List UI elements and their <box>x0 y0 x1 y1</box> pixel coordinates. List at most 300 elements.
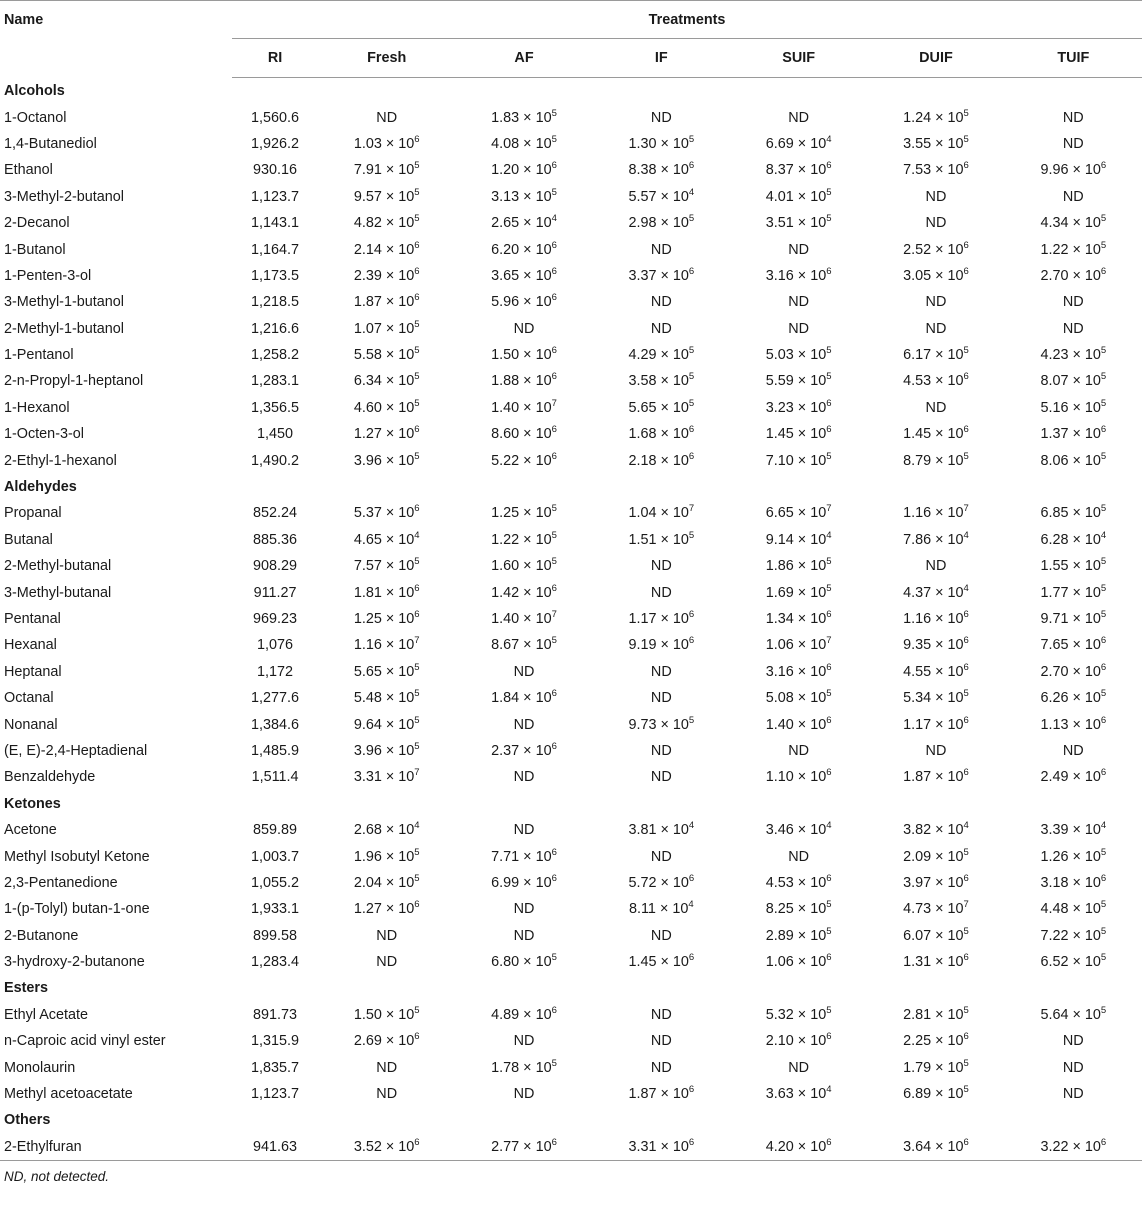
value-cell: $3.64 \times 10^6$ <box>867 1134 1004 1161</box>
value-cell: $1.30 \times 10^5$ <box>628 133 695 152</box>
value-cell: $5.72 \times 10^6$ <box>628 872 695 891</box>
value-cell: $1.06 \times 10^7$ <box>765 635 832 654</box>
value-cell: $6.85 \times 10^5$ <box>1040 503 1107 522</box>
value-cell: $3.16 \times 10^6$ <box>765 265 832 284</box>
value-cell: ND <box>788 848 810 865</box>
value-cell: $2.25 \times 10^6$ <box>903 1031 969 1050</box>
compound-name: 2-Ethylfuran <box>0 1134 232 1161</box>
value-cell: $1.51 \times 10^5$ <box>628 529 695 548</box>
value-cell: $6.17 \times 10^5$ <box>903 345 969 364</box>
table-body <box>0 78 1142 1161</box>
value-cell: $6.99 \times 10^6$ <box>491 872 557 891</box>
compound-name: 1,4-Butanediol <box>4 135 97 152</box>
value-cell: $2.52 \times 10^6$ <box>903 239 969 258</box>
value-cell: $6.89 \times 10^5$ <box>903 1084 969 1103</box>
ri-cell: 930.16 <box>253 162 298 179</box>
value-cell: $8.07 \times 10^5$ <box>1040 371 1107 390</box>
value-cell: ND <box>650 1059 672 1076</box>
value-cell: $1.84 \times 10^6$ <box>491 688 557 707</box>
value-cell: $8.67 \times 10^5$ <box>491 635 557 654</box>
value-cell: $1.20 \times 10^6$ <box>491 160 557 179</box>
table-row <box>0 764 1142 790</box>
value-cell: $1.31 \times 10^6$ <box>903 952 969 971</box>
value-cell: ND <box>788 241 810 258</box>
value-cell: $1.22 \times 10^5$ <box>491 529 557 548</box>
ri-cell: 899.58 <box>253 927 298 944</box>
table-row <box>0 553 1142 579</box>
ri-cell: 1,315.9 <box>251 1033 300 1050</box>
compound-name: Pentanal <box>4 611 61 627</box>
compound-name: (E, E)-2,4-Heptadienal <box>4 742 148 759</box>
ri-cell: 1,055.2 <box>251 874 300 891</box>
compound-name: 3-hydroxy-2-butanone <box>4 954 145 971</box>
value-cell: $4.53 \times 10^6$ <box>903 371 969 390</box>
value-cell: ND <box>788 742 810 759</box>
value-cell: $1.83 \times 10^5$ <box>491 107 557 126</box>
value-cell: ND <box>650 1033 672 1050</box>
value-cell: $3.97 \times 10^6$ <box>903 872 969 891</box>
compound-name: 2-Ethyl-1-hexanol <box>4 452 117 469</box>
value-cell: ND <box>788 1059 810 1076</box>
value-cell: $1.88 \times 10^6$ <box>491 371 557 390</box>
value-cell: $3.23 \times 10^6$ <box>765 397 832 416</box>
table-row <box>0 896 1142 922</box>
value-cell: ND <box>925 294 947 311</box>
value-cell: $3.65 \times 10^6$ <box>491 265 557 284</box>
value-cell: $1.07 \times 10^5$ <box>353 318 420 337</box>
value-cell: $5.57 \times 10^4$ <box>628 186 695 205</box>
table-row <box>0 606 1142 632</box>
value-cell: $2.68 \times 10^4$ <box>353 820 420 839</box>
value-cell: $3.96 \times 10^5$ <box>353 450 420 469</box>
value-cell: ND <box>650 109 672 126</box>
value-cell: $7.53 \times 10^6$ <box>903 160 969 179</box>
column-header-suif: SUIF <box>730 39 867 78</box>
table-row <box>0 236 1142 262</box>
value-cell: $5.03 \times 10^5$ <box>765 345 832 364</box>
value-cell: ND <box>376 927 398 944</box>
table-row <box>0 1028 1142 1054</box>
ri-cell: 1,283.4 <box>251 954 300 971</box>
category-label: Esters <box>4 980 49 997</box>
compound-name: 2-Butanone <box>4 927 79 944</box>
compound-name: Octanal <box>4 690 54 707</box>
treatments-header: Treatments <box>232 1 1142 39</box>
value-cell: $1.45 \times 10^6$ <box>765 424 832 443</box>
value-cell: ND <box>925 399 947 416</box>
value-cell: $6.07 \times 10^5$ <box>903 925 969 944</box>
value-cell: ND <box>650 769 672 786</box>
ri-cell: 1,258.2 <box>251 347 300 364</box>
value-cell: $1.55 \times 10^5$ <box>1040 556 1107 575</box>
value-cell: $4.55 \times 10^6$ <box>903 661 969 680</box>
category-row <box>0 791 1142 817</box>
ri-cell: 908.29 <box>253 558 298 575</box>
value-cell: $1.79 \times 10^5$ <box>903 1057 969 1076</box>
value-cell: $6.52 \times 10^5$ <box>1040 952 1107 971</box>
column-header-tuif: TUIF <box>1005 39 1142 78</box>
value-cell: $4.01 \times 10^5$ <box>765 186 832 205</box>
category-row <box>0 1107 1142 1133</box>
value-cell: $5.22 \times 10^6$ <box>491 450 557 469</box>
value-cell: $2.89 \times 10^5$ <box>765 925 832 944</box>
value-cell: $5.96 \times 10^6$ <box>491 292 557 311</box>
value-cell: ND <box>376 954 398 971</box>
ri-cell: 1,218.5 <box>251 294 300 311</box>
value-cell: $2.09 \times 10^5$ <box>903 846 969 865</box>
value-cell: $3.31 \times 10^7$ <box>353 767 420 786</box>
value-cell: $8.38 \times 10^6$ <box>628 160 695 179</box>
table-row <box>0 527 1142 553</box>
value-cell: $1.77 \times 10^5$ <box>1040 582 1107 601</box>
ri-cell: 859.89 <box>253 822 298 839</box>
value-cell: $2.10 \times 10^6$ <box>765 1031 832 1050</box>
value-cell: $1.42 \times 10^6$ <box>491 582 557 601</box>
value-cell: $1.13 \times 10^6$ <box>1040 714 1107 733</box>
ri-cell: 1,164.7 <box>251 241 300 258</box>
table-row <box>0 104 1142 130</box>
value-cell: ND <box>1062 188 1084 205</box>
compound-name: Propanal <box>4 505 62 522</box>
value-cell: $4.73 \times 10^7$ <box>903 899 969 918</box>
value-cell: ND <box>788 109 810 126</box>
value-cell: $7.71 \times 10^6$ <box>491 846 557 865</box>
value-cell: $9.35 \times 10^6$ <box>903 635 969 654</box>
compound-name: Methyl acetoacetate <box>4 1086 133 1103</box>
value-cell: ND <box>376 1059 398 1076</box>
value-cell: ND <box>513 716 535 733</box>
value-cell: $1.16 \times 10^7$ <box>903 503 969 522</box>
value-cell: $6.28 \times 10^4$ <box>1040 529 1107 548</box>
value-cell: $7.91 \times 10^5$ <box>353 160 420 179</box>
ri-cell: 1,076 <box>257 637 294 654</box>
value-cell: $5.37 \times 10^6$ <box>353 503 420 522</box>
value-cell: $8.06 \times 10^5$ <box>1040 450 1107 469</box>
value-cell: $5.16 \times 10^5$ <box>1040 397 1107 416</box>
ri-cell: 1,216.6 <box>251 320 300 337</box>
value-cell: $1.96 \times 10^5$ <box>353 846 420 865</box>
value-cell: $9.71 \times 10^5$ <box>1040 609 1107 627</box>
column-header-if: IF <box>593 39 730 78</box>
value-cell: $3.63 \times 10^4$ <box>765 1084 832 1103</box>
compound-name: 1-Pentanol <box>4 347 74 364</box>
value-cell: $1.45 \times 10^6$ <box>903 424 969 443</box>
category-row <box>0 78 1142 105</box>
table-row <box>0 316 1142 342</box>
table-row <box>0 1002 1142 1028</box>
value-cell: ND <box>925 320 947 337</box>
value-cell: ND <box>513 1033 535 1050</box>
ri-cell: 1,384.6 <box>251 716 300 733</box>
value-cell: $8.25 \times 10^5$ <box>765 899 832 918</box>
table-row <box>0 738 1142 764</box>
value-cell: $2.69 \times 10^6$ <box>353 1031 420 1050</box>
compound-name: Benzaldehyde <box>4 769 96 786</box>
compound-name: Ethanol <box>4 162 53 179</box>
value-cell: $9.19 \times 10^6$ <box>628 635 695 654</box>
value-cell: $2.65 \times 10^4$ <box>491 213 557 232</box>
table-row <box>0 923 1142 949</box>
table-row <box>0 632 1142 658</box>
compound-name: n-Caproic acid vinyl ester <box>4 1033 166 1050</box>
value-cell: $6.65 \times 10^7$ <box>765 503 832 522</box>
table-row <box>0 659 1142 685</box>
category-label: Alcohols <box>4 83 65 100</box>
value-cell: $6.26 \times 10^5$ <box>1040 688 1107 707</box>
value-cell: $3.18 \times 10^6$ <box>1040 872 1107 891</box>
table-row <box>0 1054 1142 1080</box>
value-cell: $2.70 \times 10^6$ <box>1040 661 1107 680</box>
compound-name: 1-Butanol <box>4 241 66 258</box>
value-cell: $1.16 \times 10^7$ <box>353 635 420 654</box>
value-cell: ND <box>1062 135 1084 152</box>
compound-name: Acetone <box>4 822 57 839</box>
compound-name: 2,3-Pentanedione <box>4 874 118 891</box>
value-cell: $3.81 \times 10^4$ <box>628 820 695 839</box>
ri-cell: 1,560.6 <box>251 109 300 126</box>
table-row <box>0 579 1142 605</box>
value-cell: $8.11 \times 10^4$ <box>629 899 694 918</box>
value-cell: ND <box>513 901 535 918</box>
value-cell: $1.86 \times 10^5$ <box>765 556 832 575</box>
value-cell: ND <box>376 1086 398 1103</box>
table-row <box>0 157 1142 183</box>
value-cell: $1.40 \times 10^6$ <box>765 714 832 733</box>
table-row <box>0 1134 1142 1161</box>
ri-cell: 1,450 <box>257 426 294 443</box>
value-cell: $1.27 \times 10^6$ <box>353 899 420 918</box>
value-cell: $2.18 \times 10^6$ <box>628 450 695 469</box>
value-cell: $4.53 \times 10^6$ <box>765 872 832 891</box>
value-cell: $5.48 \times 10^5$ <box>353 688 420 707</box>
value-cell: $7.65 \times 10^6$ <box>1040 635 1107 654</box>
value-cell: ND <box>1062 742 1084 759</box>
value-cell: $1.87 \times 10^6$ <box>628 1084 695 1103</box>
value-cell: $4.23 \times 10^5$ <box>1040 345 1107 364</box>
table-row <box>0 289 1142 315</box>
value-cell: $4.82 \times 10^5$ <box>353 213 420 232</box>
ri-cell: 1,283.1 <box>251 373 300 390</box>
value-cell: $5.59 \times 10^5$ <box>765 371 832 390</box>
compound-name: 3-Methyl-1-butanol <box>4 294 124 311</box>
name-header: Name <box>4 11 44 28</box>
value-cell: $1.04 \times 10^7$ <box>628 503 695 522</box>
value-cell: ND <box>650 848 672 865</box>
value-cell: $7.22 \times 10^5$ <box>1040 925 1107 944</box>
value-cell: $6.80 \times 10^5$ <box>491 952 557 971</box>
ri-cell: 1,511.4 <box>251 769 299 786</box>
value-cell: ND <box>925 215 947 232</box>
column-header-fresh: Fresh <box>318 39 455 78</box>
table-row <box>0 817 1142 843</box>
value-cell: $1.40 \times 10^7$ <box>491 397 557 416</box>
value-cell: $3.13 \times 10^5$ <box>491 186 557 205</box>
table-row <box>0 870 1142 896</box>
value-cell: $2.37 \times 10^6$ <box>491 740 557 759</box>
value-cell: $5.58 \times 10^5$ <box>353 345 420 364</box>
category-label: Aldehydes <box>4 479 77 496</box>
ri-cell: 1,123.7 <box>251 1086 300 1103</box>
value-cell: ND <box>1062 1086 1084 1103</box>
value-cell: $1.27 \times 10^6$ <box>353 424 420 443</box>
value-cell: $2.81 \times 10^5$ <box>903 1004 969 1023</box>
value-cell: $3.16 \times 10^6$ <box>765 661 832 680</box>
table-row <box>0 447 1142 473</box>
table-row <box>0 685 1142 711</box>
value-cell: ND <box>1062 1033 1084 1050</box>
value-cell: $4.20 \times 10^6$ <box>730 1134 867 1161</box>
ri-cell: 1,277.6 <box>251 690 300 707</box>
table-row <box>0 263 1142 289</box>
value-cell: ND <box>650 742 672 759</box>
value-cell: $1.78 \times 10^5$ <box>491 1057 557 1076</box>
compound-name: 1-Hexanol <box>4 399 70 416</box>
compound-name: Heptanal <box>4 663 62 680</box>
table-row <box>0 184 1142 210</box>
value-cell: $1.22 \times 10^5$ <box>1040 239 1107 258</box>
value-cell: $3.31 \times 10^6$ <box>593 1134 730 1161</box>
ri-cell: 911.27 <box>253 584 297 601</box>
value-cell: $1.17 \times 10^6$ <box>903 714 969 733</box>
compound-name: 2-Methyl-1-butanol <box>4 320 124 337</box>
value-cell: $3.58 \times 10^5$ <box>628 371 695 390</box>
value-cell: $3.52 \times 10^6$ <box>318 1134 455 1161</box>
value-cell: $1.03 \times 10^6$ <box>353 133 420 152</box>
table-row <box>0 1081 1142 1107</box>
value-cell: ND <box>650 584 672 601</box>
value-cell: $1.68 \times 10^6$ <box>628 424 695 443</box>
value-cell: $4.65 \times 10^4$ <box>353 529 420 548</box>
value-cell: $7.10 \times 10^5$ <box>765 450 832 469</box>
value-cell: ND <box>1062 109 1084 126</box>
ri-cell: 1,356.5 <box>251 399 300 416</box>
ri-cell: 1,123.7 <box>251 188 300 205</box>
compound-name: Butanal <box>4 531 53 548</box>
table-row <box>0 342 1142 368</box>
value-cell: $2.39 \times 10^6$ <box>353 265 420 284</box>
value-cell: ND <box>513 822 535 839</box>
value-cell: $1.45 \times 10^6$ <box>628 952 695 971</box>
value-cell: $7.57 \times 10^5$ <box>353 556 420 575</box>
value-cell: $4.29 \times 10^5$ <box>628 345 695 364</box>
compound-name: 1-Octanol <box>4 109 67 126</box>
value-cell: $1.24 \times 10^5$ <box>903 107 969 126</box>
compound-name: 2-Decanol <box>4 215 70 232</box>
compound-name: 2-n-Propyl-1-heptanol <box>4 373 144 390</box>
value-cell: $4.37 \times 10^4$ <box>903 582 969 601</box>
value-cell: $2.98 \times 10^5$ <box>628 213 695 232</box>
value-cell: $2.70 \times 10^6$ <box>1040 265 1107 284</box>
value-cell: $1.25 \times 10^5$ <box>491 503 557 522</box>
table-row <box>0 949 1142 975</box>
value-cell: ND <box>650 558 672 575</box>
compound-name: Monolaurin <box>4 1059 76 1076</box>
value-cell: $9.14 \times 10^4$ <box>765 529 832 548</box>
table-row <box>0 711 1142 737</box>
table-row <box>0 395 1142 421</box>
value-cell: ND <box>513 663 535 680</box>
value-cell: ND <box>925 188 947 205</box>
value-cell: $1.60 \times 10^5$ <box>491 556 557 575</box>
value-cell: $1.69 \times 10^5$ <box>765 582 832 601</box>
category-row <box>0 975 1142 1001</box>
value-cell: ND <box>650 690 672 707</box>
table-row <box>0 210 1142 236</box>
value-cell: ND <box>513 320 535 337</box>
value-cell: $7.86 \times 10^4$ <box>903 529 969 548</box>
value-cell: $1.06 \times 10^6$ <box>765 952 832 971</box>
value-cell: $4.48 \times 10^5$ <box>1040 899 1107 918</box>
ri-cell: 1,003.7 <box>251 848 300 865</box>
value-cell: $3.55 \times 10^5$ <box>903 133 969 152</box>
value-cell: $4.34 \times 10^5$ <box>1040 213 1107 232</box>
compound-name: Hexanal <box>4 637 57 654</box>
value-cell: $1.17 \times 10^6$ <box>628 609 695 627</box>
compound-name: 3-Methyl-2-butanol <box>4 188 124 205</box>
compound-name: Methyl Isobutyl Ketone <box>4 848 150 865</box>
value-cell: $8.79 \times 10^5$ <box>903 450 969 469</box>
column-header-duif: DUIF <box>867 39 1004 78</box>
ri-cell: 885.36 <box>253 531 298 548</box>
value-cell: ND <box>925 558 947 575</box>
value-cell: $2.04 \times 10^5$ <box>353 872 420 891</box>
ri-cell: 1,143.1 <box>251 215 300 232</box>
value-cell: $3.96 \times 10^5$ <box>353 740 420 759</box>
value-cell: $1.40 \times 10^7$ <box>491 609 557 627</box>
value-cell: ND <box>650 320 672 337</box>
value-cell: $3.05 \times 10^6$ <box>903 265 969 284</box>
compound-name: 1-Octen-3-ol <box>4 426 84 443</box>
value-cell: $3.37 \times 10^6$ <box>628 265 695 284</box>
value-cell: ND <box>650 927 672 944</box>
value-cell: $3.46 \times 10^4$ <box>765 820 832 839</box>
value-cell: $1.37 \times 10^6$ <box>1040 424 1107 443</box>
ri-cell: 969.23 <box>253 611 298 627</box>
column-header-ri: RI <box>232 39 318 78</box>
ri-cell: 1,933.1 <box>251 901 300 918</box>
value-cell: $3.82 \times 10^4$ <box>903 820 969 839</box>
value-cell: $2.49 \times 10^6$ <box>1040 767 1107 786</box>
value-cell: $9.64 \times 10^5$ <box>353 714 420 733</box>
value-cell: $6.20 \times 10^6$ <box>491 239 557 258</box>
value-cell: ND <box>925 742 947 759</box>
value-cell: $6.34 \times 10^5$ <box>353 371 420 390</box>
ri-cell: 1,173.5 <box>251 267 300 284</box>
value-cell: ND <box>376 109 398 126</box>
value-cell: ND <box>650 1006 672 1023</box>
value-cell: $1.25 \times 10^6$ <box>353 609 420 627</box>
value-cell: ND <box>788 320 810 337</box>
compound-name: 1-(p-Tolyl) butan-1-one <box>4 901 150 918</box>
compound-name: 2-Methyl-butanal <box>4 558 112 575</box>
column-header-af: AF <box>455 39 592 78</box>
value-cell: ND <box>513 1086 535 1103</box>
value-cell: $5.34 \times 10^5$ <box>903 688 969 707</box>
compound-name: 1-Penten-3-ol <box>4 267 92 284</box>
value-cell: $8.37 \times 10^6$ <box>765 160 832 179</box>
table-row <box>0 131 1142 157</box>
value-cell: $1.26 \times 10^5$ <box>1040 846 1107 865</box>
compound-name: Ethyl Acetate <box>4 1006 88 1023</box>
table-row <box>0 421 1142 447</box>
value-cell: $1.81 \times 10^6$ <box>353 582 420 601</box>
value-cell: $4.60 \times 10^5$ <box>353 397 420 416</box>
value-cell: ND <box>1062 320 1084 337</box>
table-row <box>0 843 1142 869</box>
value-cell: $1.34 \times 10^6$ <box>765 609 832 627</box>
ri-cell: 1,835.7 <box>251 1059 300 1076</box>
footnote: ND, not detected. <box>4 1169 110 1185</box>
